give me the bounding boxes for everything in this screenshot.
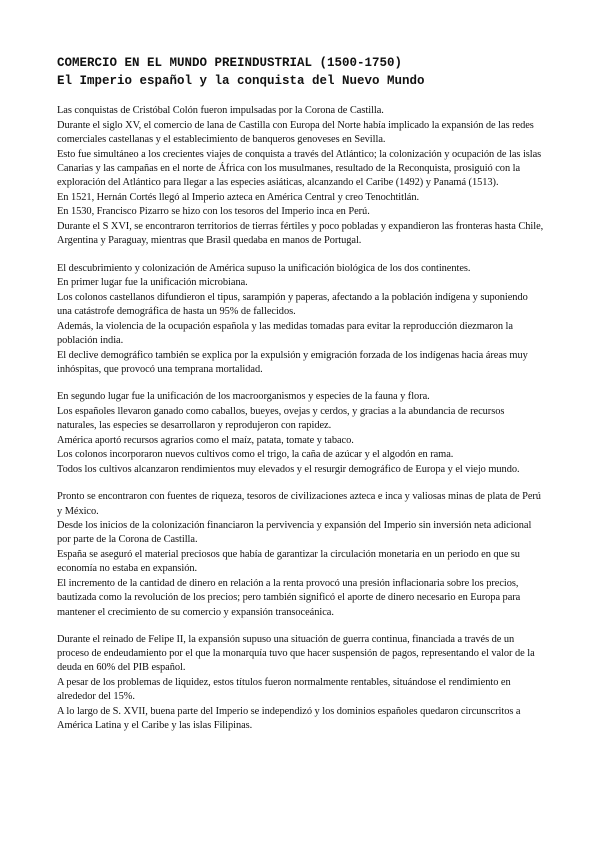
section-3 [57, 390, 545, 477]
paragraph: Esto fue simultáneo a los crecientes viajes de conquista a través del Atlántico; la colonización y ocupación de las islas Canarias y las campañas en el norte de África con los musulmanes, resultado de la Reconquista, prosiguió con la exploración del Atlántico para llegar a las especies asiáticas, alcanzando el Caribe (1492) y Panamá (1513). [57, 148, 542, 189]
paragraph: Los colonos castellanos difundieron el tipus, sarampión y paperas, afectando a la población indígena y suponiendo una catástrofe demográfica de hasta un 95% de fallecidos. [57, 291, 528, 318]
paragraph: Desde los inicios de la colonización financiaron la pervivencia y expansión del Imperio sin inversión neta adicional por parte de la Corona de Castilla. [57, 520, 532, 546]
paragraph: El incremento de la cantidad de dinero en relación a la renta provocó una presión inflacionaria sobre los precios, bautizada como la revolución de los precios; pero también significó el aporte de dinero necesario en Europa para mantener el crecimiento de su comercio y expansión transoceánica. [57, 578, 521, 618]
page-subtitle: El Imperio español y la conquista del Nuevo Mundo [57, 74, 425, 88]
paragraph: A pesar de los problemas de liquidez, estos títulos fueron normalmente rentables, situándose el rendimiento en alrededor del 15%. [57, 676, 511, 703]
paragraph: Todos los cultivos alcanzaron rendimientos muy elevados y el resurgir demográfico de Europa y el viejo mundo. [57, 464, 520, 476]
paragraph: Además, la violencia de la ocupación española y las medidas tomadas para evitar la reproducción diezmaron la población india. [57, 320, 513, 347]
document-body [57, 104, 545, 746]
section-2 [57, 262, 545, 378]
paragraph: España se aseguró el material preciosos que había de garantizar la circulación monetaria en un periodo en que su economía no estaba en expansión. [57, 549, 520, 575]
paragraph: El descubrimiento y colonización de América supuso la unificación biológica de los dos continentes. [57, 262, 471, 274]
paragraph: En segundo lugar fue la unificación de los macroorganismos y especies de la fauna y flora. [57, 391, 430, 403]
paragraph: Las conquistas de Cristóbal Colón fueron impulsadas por la Corona de Castilla. [57, 105, 384, 116]
page-title: COMERCIO EN EL MUNDO PREINDUSTRIAL (1500-1750) [57, 56, 403, 70]
paragraph: América aportó recursos agrarios como el maíz, patata, tomate y tabaco. [57, 434, 354, 446]
paragraph: Los españoles llevaron ganado como caballos, bueyes, ovejas y cerdos, y gracias a la abundancia de recursos naturales, las especies se desarrollaron y reprodujeron con rapidez. [57, 405, 505, 432]
paragraph: Durante el reinado de Felipe II, la expansión supuso una situación de guerra continua, financiada a través de un proceso de endeudamiento por el que la monarquía tuvo que hacer suspensión de pagos, representando el valor de la deuda en 60% del PIB español. [57, 633, 535, 674]
paragraph: En 1530, Francisco Pizarro se hizo con los tesoros del Imperio inca en Perú. [57, 206, 370, 218]
paragraph: El declive demográfico también se explica por la expulsión y emigración forzada de los indígenas hacia áreas muy inhóspitas, que provocó una temprana mortalidad. [57, 349, 528, 375]
paragraph: En primer lugar fue la unificación microbiana. [57, 277, 248, 289]
paragraph: En 1521, Hernán Cortés llegó al Imperio azteca en América Central y creo Tenochtitlán. [57, 191, 420, 203]
paragraph: Durante el siglo XV, el comercio de lana de Castilla con Europa del Norte había implicado la expansión de las redes comerciales castellanas y el establecimiento de banqueros genoveses en Sevilla. [57, 119, 534, 145]
section-4 [57, 490, 545, 619]
section-1 [57, 104, 545, 249]
paragraph: Los colonos incorporaron nuevos cultivos como el trigo, la caña de azúcar y el algodón en rama. [57, 449, 454, 461]
paragraph: Durante el S XVI, se encontraron territorios de tierras fértiles y poco pobladas y expandieron las fronteras hasta Chile, Argentina y Paraguay, mientras que Brasil quedaba en manos de Portugal. [57, 221, 544, 247]
paragraph: Pronto se encontraron con fuentes de riqueza, tesoros de civilizaciones azteca e inca y valiosas minas de plata de Perú y México. [57, 491, 541, 517]
paragraph: A lo largo de S. XVII, buena parte del Imperio se independizó y los dominios españoles quedaron circunscritos a América Latina y el Caribe y las islas Filipinas. [57, 705, 521, 731]
document-header [57, 54, 557, 90]
section-5 [57, 633, 545, 733]
